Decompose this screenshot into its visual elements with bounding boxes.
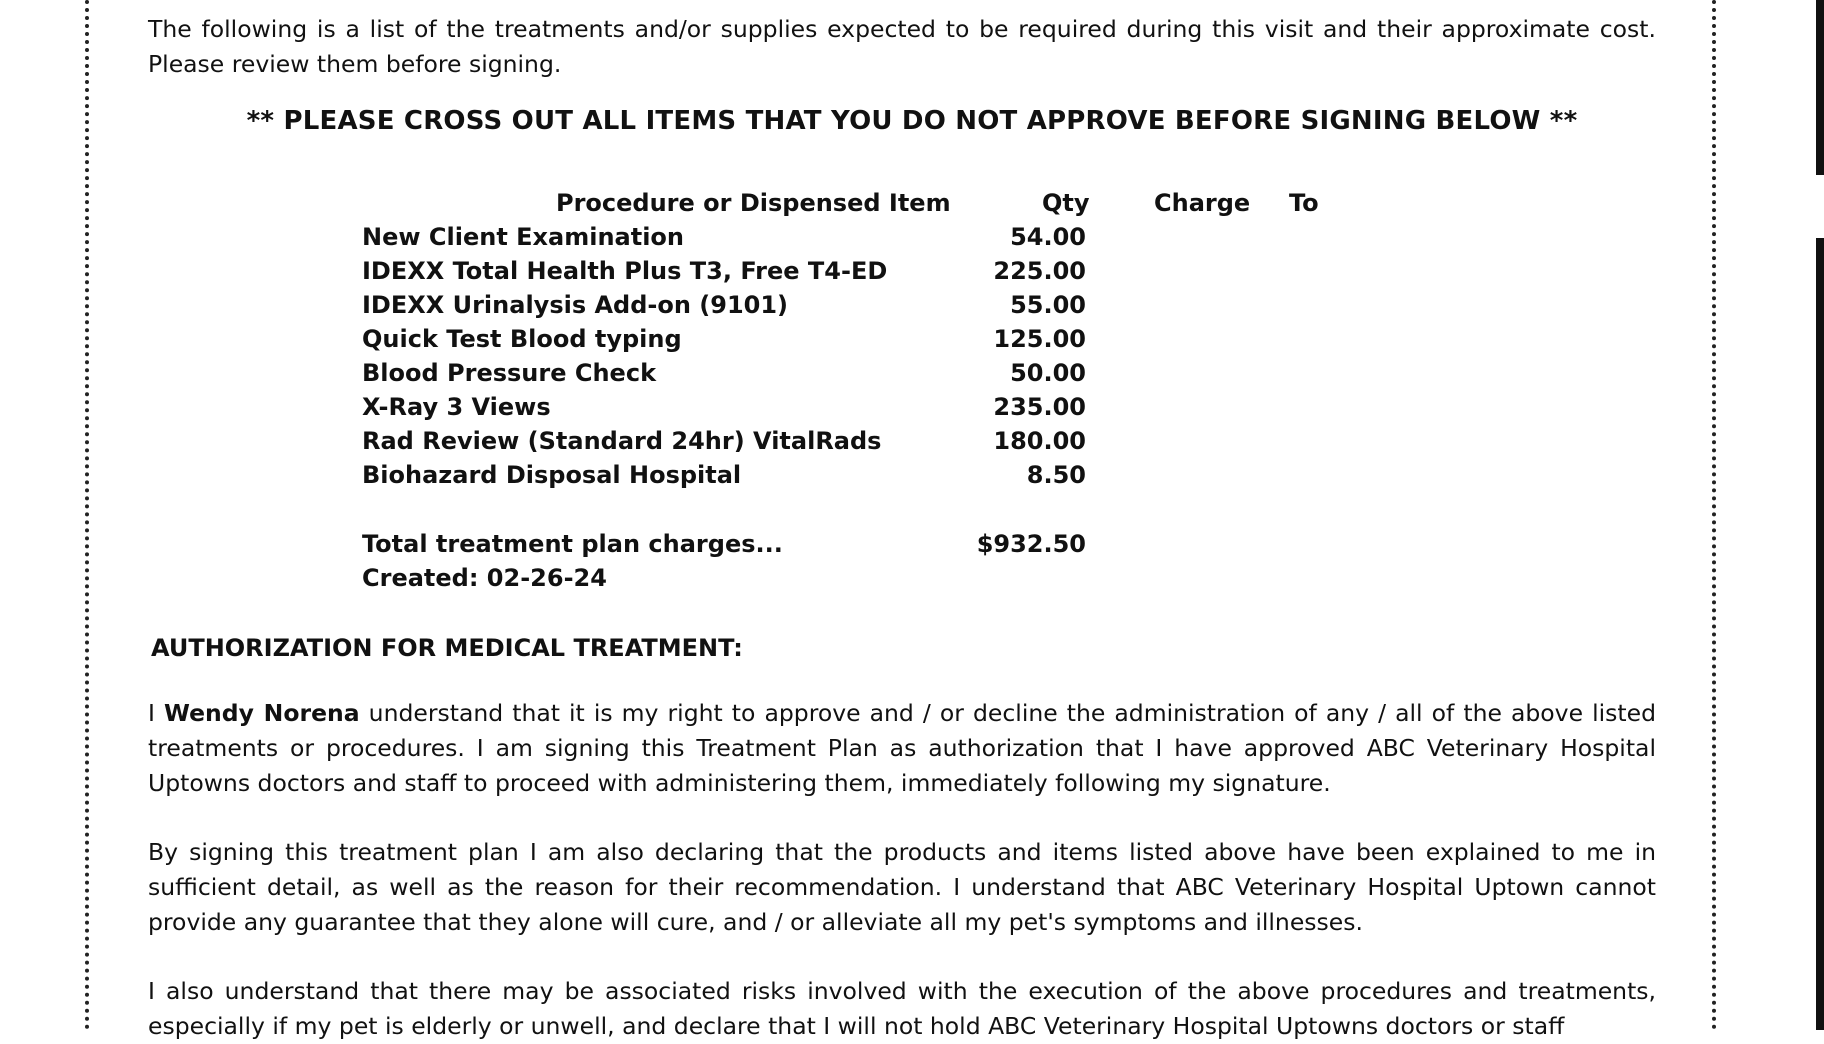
row-item: IDEXX Urinalysis Add-on (9101) (362, 291, 789, 319)
table-row (362, 325, 1086, 359)
total-label: Total treatment plan charges... (362, 530, 783, 558)
authorization-paragraph-1 (148, 696, 1656, 801)
right-page-border (1712, 0, 1716, 1030)
authorization-paragraph-2: By signing this treatment plan I am also declaring that the products and items listed above have been explained to me in sufficient detail, as well as the reason for their recommendation. I understand that ABC Veterinary Hospital Uptown cannot provide any guarantee that they alone will cure, and / or alleviate all my pet's symptoms and illnesses. (148, 838, 1656, 936)
authorization-heading: AUTHORIZATION FOR MEDICAL TREATMENT: (151, 634, 743, 662)
p1-rest: understand that it is my right to approve and / or decline the administration of any / all of the above listed treatments or procedures. I am signing this Treatment Plan as authorization that I have approved ABC Veterinary Hospital Uptowns doctors and staff to proceed with administering them, immediately following my signature. (148, 699, 1656, 797)
qty-column-header: Qty (1042, 189, 1090, 217)
row-qty: 50.00 (1010, 359, 1086, 387)
row-qty: 125.00 (993, 325, 1086, 353)
table-row (362, 257, 1086, 291)
row-qty: 8.50 (1026, 461, 1086, 489)
p1-prefix: I (148, 699, 164, 727)
scan-edge-bottom (1816, 238, 1824, 1030)
total-value: $932.50 (976, 530, 1086, 558)
row-item: Rad Review (Standard 24hr) VitalRads (362, 427, 882, 455)
row-qty: 55.00 (1010, 291, 1086, 319)
cross-out-notice: ** PLEASE CROSS OUT ALL ITEMS THAT YOU DO NOT APPROVE BEFORE SIGNING BELOW ** (246, 106, 1578, 136)
table-row (362, 291, 1086, 325)
table-row (362, 223, 1086, 257)
charge-column-header: Charge (1154, 189, 1251, 217)
table-row (362, 393, 1086, 427)
table-row (362, 461, 1086, 495)
table-row (362, 427, 1086, 461)
procedure-column-header: Procedure or Dispensed Item (556, 189, 951, 217)
table-row (362, 359, 1086, 393)
total-row (362, 530, 1086, 564)
created-date: Created: 02-26-24 (362, 564, 607, 592)
row-item: Biohazard Disposal Hospital (362, 461, 742, 489)
to-column-header: To (1289, 189, 1319, 217)
row-item: Blood Pressure Check (362, 359, 657, 387)
row-item: Quick Test Blood typing (362, 325, 682, 353)
left-page-border (85, 0, 89, 1030)
authorization-paragraph-3: I also understand that there may be associated risks involved with the execution of the above procedures and treatments, especially if my pet is elderly or unwell, and declare that I will not hold ABC Veterinary Hospital Uptowns doctors or staff (148, 977, 1656, 1040)
row-qty: 235.00 (993, 393, 1086, 421)
row-qty: 225.00 (993, 257, 1086, 285)
row-item: IDEXX Total Health Plus T3, Free T4-ED (362, 257, 888, 285)
row-item: X-Ray 3 Views (362, 393, 551, 421)
intro-paragraph: The following is a list of the treatments and/or supplies expected to be required during this visit and their approximate cost. Please review them before signing. (148, 15, 1656, 78)
row-qty: 180.00 (993, 427, 1086, 455)
row-qty: 54.00 (1010, 223, 1086, 251)
row-item: New Client Examination (362, 223, 685, 251)
scan-edge-top (1816, 0, 1824, 175)
client-name: Wendy Norena (164, 699, 360, 727)
